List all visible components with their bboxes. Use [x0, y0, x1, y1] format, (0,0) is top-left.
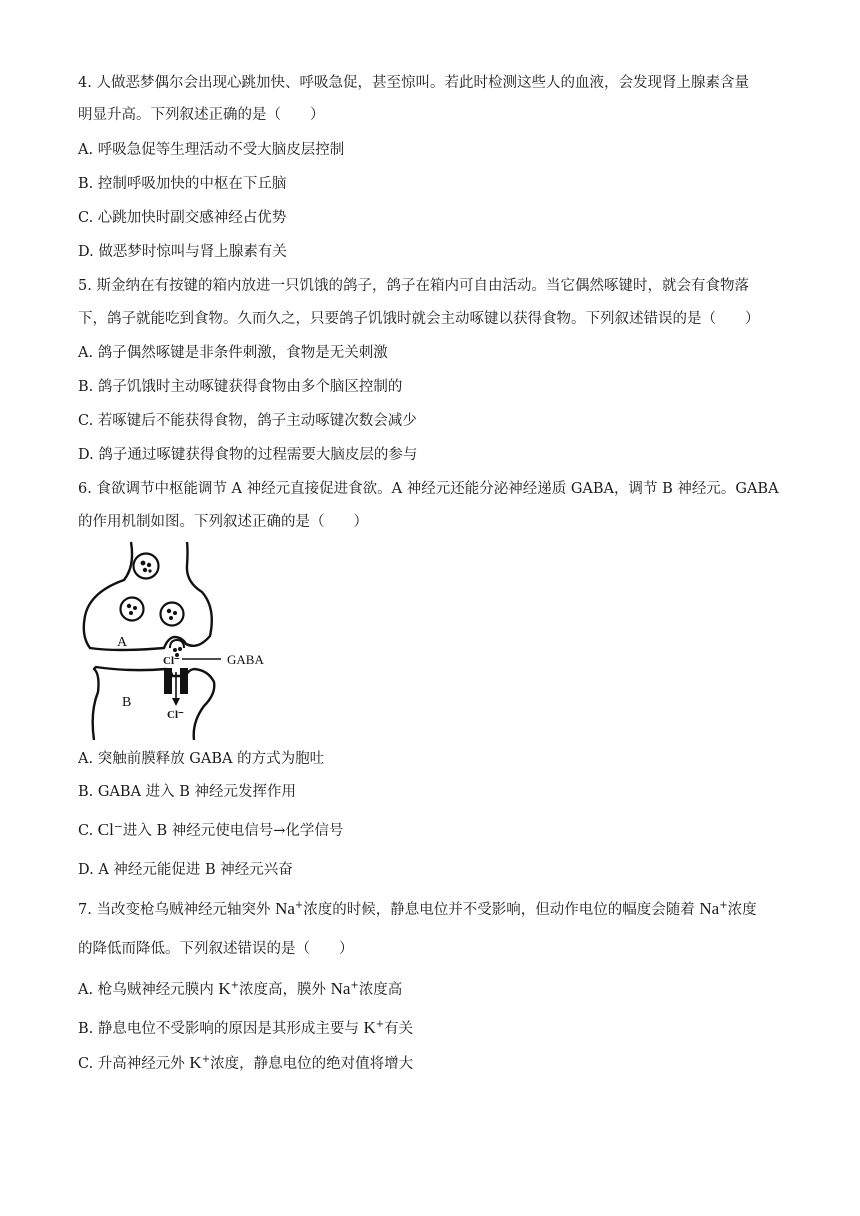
q5-option-c: C. 若啄键后不能获得食物，鸽子主动啄键次数会减少	[78, 413, 417, 429]
q5-stem-line2: 下，鸽子就能吃到食物。久而久之，只要鸽子饥饿时就会主动啄键以获得食物。下列叙述错误的是（ ）	[78, 311, 760, 327]
chloride-symbol: Cl⁻	[97, 820, 123, 839]
q7-option-a-text-a: A. 枪乌贼神经元膜内	[78, 982, 219, 998]
q6-option-a: A. 突触前膜释放 GABA 的方式为胞吐	[78, 751, 325, 767]
q7-stem-line1	[78, 899, 800, 920]
q7-option-c-text-b: 浓度，静息电位的绝对值将增大	[210, 1056, 414, 1072]
label-cl-bottom: Cl⁻	[167, 709, 184, 721]
exocytosis-vesicle	[170, 640, 184, 648]
neuron-b-membrane	[93, 667, 215, 740]
q7-option-b-text-a: B. 静息电位不受影响的原因是其形成主要与	[78, 1021, 364, 1037]
q4-option-d: D. 做恶梦时惊叫与肾上腺素有关	[78, 244, 287, 260]
q7-option-c	[78, 1053, 800, 1074]
q7-option-b	[78, 1018, 800, 1039]
ion-charge: +	[294, 900, 304, 912]
ion-charge: +	[201, 1054, 211, 1066]
q5-option-a: A. 鸽子偶然啄键是非条件刺激，食物是无关刺激	[78, 345, 388, 361]
q6-option-c-text: 进入 B 神经元使电信号→化学信号	[122, 823, 344, 839]
q5-stem-line1: 5. 斯金纳在有按键的箱内放进一只饥饿的鸽子，鸽子在箱内可自由活动。当它偶然啄键时，就会有食物落	[78, 278, 749, 294]
synapse-diagram	[76, 536, 286, 742]
q6-option-c	[78, 820, 800, 841]
q7-stem-text-a: 7. 当改变枪乌贼神经元轴突外	[78, 902, 276, 918]
sodium-symbol: Na	[275, 899, 295, 918]
ion-charge: +	[230, 980, 239, 992]
potassium-symbol: K	[218, 979, 231, 998]
ion-charge: +	[375, 1019, 385, 1031]
channel-right	[180, 668, 188, 694]
q7-option-a	[78, 979, 800, 1000]
q5-option-b: B. 鸽子饥饿时主动啄键获得食物由多个脑区控制的	[78, 379, 403, 395]
q7-stem-text-c: 浓度	[727, 902, 757, 918]
synaptic-vesicle	[121, 598, 144, 621]
q4-option-b: B. 控制呼吸加快的中枢在下丘脑	[78, 176, 287, 192]
q4-stem-line1: 4. 人做恶梦偶尔会出现心跳加快、呼吸急促，甚至惊叫。若此时检测这些人的血液，会发现肾上腺素含量	[78, 75, 749, 91]
label-neuron-a: A	[117, 635, 128, 650]
q4-stem-line2: 明显升高。下列叙述正确的是（ ）	[78, 107, 325, 123]
potassium-symbol: K	[363, 1018, 376, 1037]
label-gaba: GABA	[227, 652, 264, 667]
q6-stem-line1: 6. 食欲调节中枢能调节 A 神经元直接促进食欲。A 神经元还能分泌神经递质 GABA，调节 B 神经元。GABA	[78, 481, 779, 497]
q7-stem-text-b: 浓度的时候，静息电位并不受影响，但动作电位的幅度会随着	[303, 902, 700, 918]
label-neuron-b: B	[122, 695, 132, 710]
ion-charge: +	[350, 980, 359, 992]
q7-option-c-text-a: C. 升高神经元外	[78, 1056, 190, 1072]
potassium-symbol: K	[189, 1053, 202, 1072]
label-cl-top: Cl⁻	[163, 655, 180, 667]
synaptic-vesicle	[161, 603, 184, 626]
ion-charge: +	[719, 900, 728, 912]
sodium-symbol: Na	[699, 899, 720, 918]
q4-option-a: A. 呼吸急促等生理活动不受大脑皮层控制	[78, 142, 345, 158]
q6-option-b: B. GABA 进入 B 神经元发挥作用	[78, 784, 297, 800]
q4-option-c: C. 心跳加快时副交感神经占优势	[78, 210, 287, 226]
q5-option-d: D. 鸽子通过啄键获得食物的过程需要大脑皮层的参与	[78, 447, 418, 463]
q6-option-c-prefix: C.	[78, 823, 98, 839]
q6-option-d: D. A 神经元能促进 B 神经元兴奋	[78, 862, 293, 878]
sodium-symbol: Na	[330, 979, 351, 998]
q6-stem-line2: 的作用机制如图。下列叙述正确的是（ ）	[78, 514, 368, 530]
channel-left	[164, 668, 172, 694]
q7-option-b-text-b: 有关	[384, 1021, 414, 1037]
synaptic-vesicle	[134, 554, 159, 579]
q7-stem-line2: 的降低而降低。下列叙述错误的是（ ）	[78, 941, 354, 957]
q7-option-a-text-b: 浓度高，膜外	[238, 982, 331, 998]
q7-option-a-text-c: 浓度高	[358, 982, 403, 998]
